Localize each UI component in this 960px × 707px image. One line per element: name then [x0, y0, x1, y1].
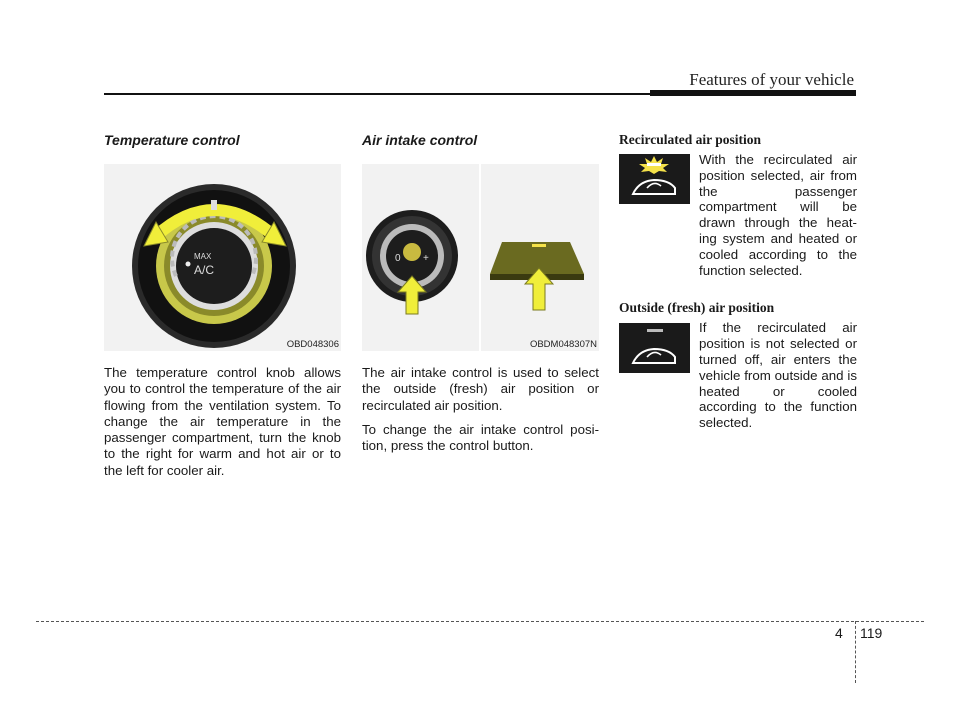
air-position-section [619, 132, 857, 431]
air-intake-illustration [362, 164, 599, 351]
outside-block [619, 320, 857, 431]
figure-code: OBD048306 [286, 339, 339, 350]
temperature-figure [104, 164, 341, 351]
temperature-heading: Temperature control [104, 132, 240, 148]
recirculated-air-icon [619, 154, 690, 204]
recirculated-body: With the recirculated air position selected, air from the passenger compartment will be drawn through the heat-ing system and heated or cooled according to the function selected. [699, 152, 857, 278]
recirculated-heading: Recirculated air position [619, 132, 761, 147]
knob-minus-label: 0 [395, 253, 401, 264]
header-rule-accent [650, 90, 856, 96]
chapter-number: 4 [835, 625, 843, 641]
outside-air-icon [619, 323, 690, 373]
air-intake-heading: Air intake control [362, 132, 478, 148]
air-intake-body-2: To change the air intake control posi-tion, press the control button. [362, 421, 599, 454]
outside-heading: Outside (fresh) air position [619, 300, 775, 316]
knob-max-label: MAX [194, 252, 212, 261]
recirculated-block [619, 152, 857, 278]
temperature-section [104, 132, 341, 479]
footer-divider [855, 621, 856, 683]
air-intake-figure [362, 164, 599, 351]
temperature-knob-illustration [104, 164, 341, 351]
knob-plus-label: + [423, 253, 429, 264]
air-intake-body-1: The air intake control is used to select the outside (fresh) air position or recirculated air position. [362, 365, 599, 413]
knob-ac-label: A/C [194, 263, 215, 277]
figure-code: OBDM048307N [529, 339, 597, 350]
page-number: 119 [860, 625, 883, 641]
footer-rule [36, 621, 924, 622]
air-intake-section [362, 132, 599, 454]
header-title: Features of your vehicle [689, 70, 854, 89]
outside-body: If the recirculated air position is not selected or turned off, air enters the vehicle from outside and is heated or cooled according to the function selected. [699, 320, 857, 431]
temperature-body: The temperature control knob allows you to control the temperature of the air flowing from the ventilation system. To change the air temperature in the passenger compartment, turn the knob to the right for warm and hot air or to the left for cooler air. [104, 365, 341, 478]
